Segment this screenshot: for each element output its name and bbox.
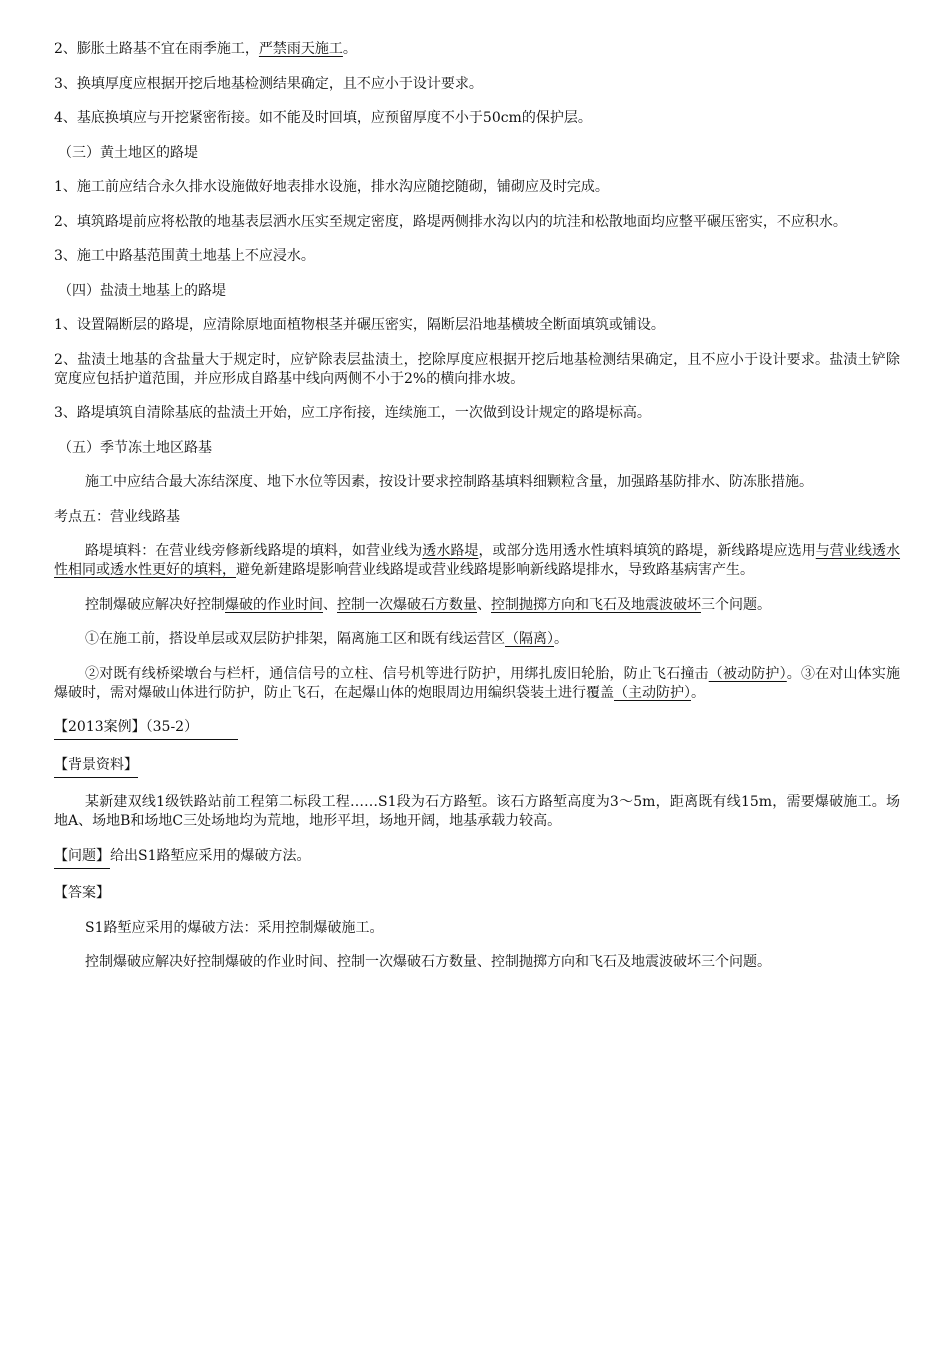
paragraph-saline-3: 3、路堤填筑自清除基底的盐渍土开始，应工序衔接，连续施工，一次做到设计规定的路堤标高。: [54, 405, 651, 421]
underlined-text: （主动防护）: [614, 684, 691, 701]
question-label: 【问题】: [54, 847, 110, 869]
background-label: 【背景资料】: [54, 756, 138, 778]
question: [54, 847, 900, 869]
paragraph-saline-1: 1、设置隔断层的路堤，应清除原地面植物根茎并碾压密实，隔断层沿地基横坡全断面填筑或铺设。: [54, 317, 665, 333]
background-heading: [54, 756, 900, 778]
underlined-text: 与营业线透水性相同或透水性更好的填料，: [54, 543, 901, 578]
paragraph-frozen-soil: 施工中应结合最大冻结深度、地下水位等因素，按设计要求控制路基填料细颗粒含量，加强路基防排水、防冻胀措施。: [85, 474, 813, 490]
underlined-text: （隔离）: [505, 631, 554, 647]
underlined-text: 爆破的作业时间: [225, 596, 323, 613]
heading-saline-soil-embankment: （四）盐渍土地基上的路堤: [58, 282, 226, 299]
paragraph-saline-2: 2、盐渍土地基的含盐量大于规定时，应铲除表层盐渍土，挖除厚度应根据开挖后地基检测结果确定，且不应小于设计要求。盐渍土铲除宽度应包括护道范围，并应形成自路基中线向两侧不小于2%的横向排水坡。: [54, 351, 900, 387]
paragraph-embankment-fill: [54, 542, 900, 580]
underlined-text: 控制一次爆破石方数量: [337, 596, 477, 613]
text: 避免新建路堤影响营业线路堤或营业线路堤影响新线路堤排水，导致路基病害产生。: [236, 562, 754, 578]
underlined-text: 透水路堤: [422, 543, 479, 559]
document-page: [54, 40, 900, 988]
paragraph-background: 某新建双线1级铁路站前工程第二标段工程……S1段为石方路堑。该石方路堑高度为3～5m，距离既有线15m，需要爆破施工。场地A、场地B和场地C三处场地均为荒地，地形平坦，场地开阔，地基承载力较高。: [54, 794, 900, 829]
question-text: 给出S1路堑应采用的爆破方法。: [110, 847, 311, 864]
text: 、: [477, 596, 491, 613]
text: ②对既有线桥梁墩台与栏杆，通信信号的立柱、信号机等进行防护，用绑扎废旧轮胎，防止飞石撞击: [85, 665, 709, 682]
text: ①在施工前，搭设单层或双层防护排架，隔离施工区和既有线运营区: [85, 631, 505, 647]
text: 控制爆破应解决好控制: [85, 596, 225, 613]
text: 、: [323, 596, 337, 613]
paragraph-passive-active-protection: [54, 665, 900, 703]
text: 。: [342, 41, 357, 57]
paragraph-expansive-soil-2: [54, 40, 900, 59]
paragraph-answer-2: 控制爆破应解决好控制爆破的作业时间、控制一次爆破石方数量、控制抛掷方向和飞石及地震波破坏三个问题。: [85, 954, 771, 970]
case-title: [54, 718, 900, 740]
answer-heading: 【答案】: [54, 885, 110, 901]
heading-loess-embankment: （三）黄土地区的路堤: [58, 144, 198, 161]
underlined-text: （被动防护）: [708, 665, 787, 682]
paragraph-protection-frame: [54, 630, 900, 649]
underlined-text: 严禁雨天施工: [258, 41, 343, 57]
case-label: 【2013案例】（35-2）: [54, 718, 238, 740]
paragraph-loess-2: 2、填筑路堤前应将松散的地基表层洒水压实至规定密度，路堤两侧排水沟以内的坑洼和松散地面均应整平碾压密实，不应积水。: [54, 213, 847, 230]
text: 。: [554, 631, 568, 647]
underlined-text: 控制抛掷方向和飞石及地震波破坏: [491, 596, 701, 613]
paragraph-expansive-soil-3: 3、换填厚度应根据开挖后地基检测结果确定，且不应小于设计要求。: [54, 75, 483, 92]
paragraph-expansive-soil-4: 4、基底换填应与开挖紧密衔接。如不能及时回填，应预留厚度不小于50cm的保护层。: [54, 110, 592, 126]
paragraph-controlled-blasting: [54, 596, 900, 615]
text: ，或部分选用透水性填料填筑的路堤，新线路堤应选用: [478, 543, 816, 559]
text: 2、膨胀土路基不宜在雨季施工，: [54, 41, 259, 57]
text: 路堤填料：在营业线旁修新线路堤的填料，如营业线为: [85, 543, 423, 559]
text: 。③在对山体实施爆破时，需对爆破山体进行防护，防止飞石，在起爆山体的炮眼周边用编织袋装土进行覆盖: [54, 665, 901, 701]
text: 三个问题。: [701, 596, 771, 613]
heading-seasonal-frozen-soil: （五）季节冻土地区路基: [58, 439, 212, 456]
heading-key-point-5: 考点五：营业线路基: [54, 508, 180, 525]
paragraph-loess-1: 1、施工前应结合永久排水设施做好地表排水设施，排水沟应随挖随砌，铺砌应及时完成。: [54, 179, 609, 195]
text: 。: [691, 684, 705, 701]
paragraph-answer-1: S1路堑应采用的爆破方法：采用控制爆破施工。: [85, 919, 384, 936]
paragraph-loess-3: 3、施工中路基范围黄土地基上不应浸水。: [54, 248, 315, 264]
